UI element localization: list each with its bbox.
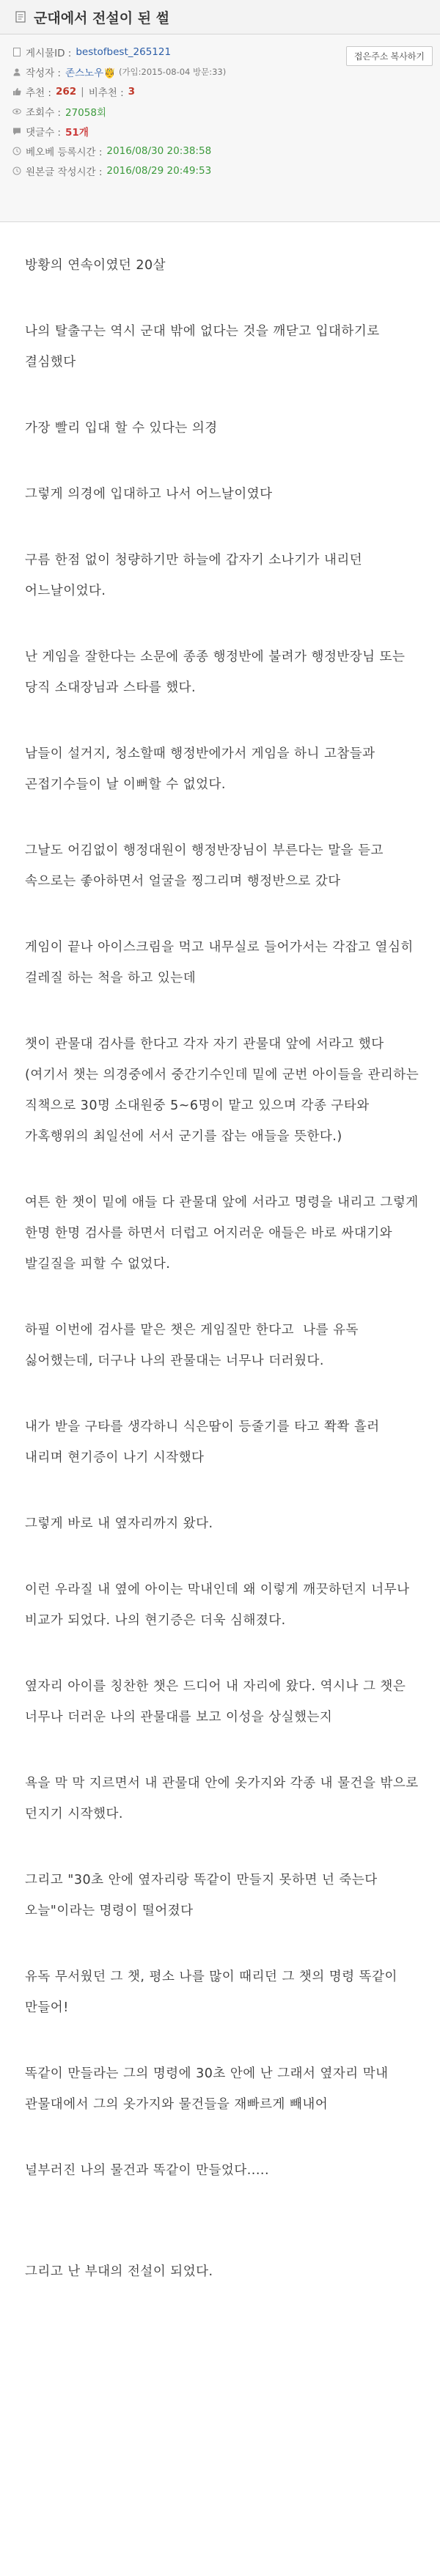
document-icon — [15, 11, 26, 23]
post-paragraph: 그리고 난 부대의 전설이 되었다. — [25, 2264, 213, 2279]
post-paragraph: 가장 빨리 입대 할 수 있다는 의경 — [25, 421, 218, 436]
meta-label: 비추천 : — [89, 84, 124, 99]
post-paragraph: 챗이 관물대 검사를 한다고 각자 자기 관물대 앞에 서라고 했다 (여기서 챗는 의경중에서 중간기수인데 밑에 군번 아이들을 관리하는 직책으로 30명 소대원중 5~6명이 맡고 있으며 각종 구타와 가혹행위의 최일선에 서서 군기를 잡는 애들을 뜻한다.) — [25, 1037, 424, 1144]
comment-count[interactable]: 51개 — [65, 126, 89, 139]
post-paragraph: 구름 한점 없이 청량하기만 하늘에 갑자기 소나기가 내리던 어느날이었다. — [25, 553, 367, 598]
post-paragraph: 여튼 한 챗이 밑에 애들 다 관물대 앞에 서라고 명령을 내리고 그렇게 한명 한명 검사를 하면서 더럽고 어지러운 애들은 바로 싸대기와 발길질을 피할 수 없었다. — [25, 1195, 423, 1272]
post-meta-panel — [0, 34, 440, 222]
post-paragraph: 이런 우라질 내 옆에 아이는 막내인데 왜 이렇게 깨끗하던지 너무나 비교가 되었다. 나의 현기증은 더욱 심해졌다. — [25, 1582, 414, 1628]
meta-views — [0, 101, 440, 121]
post-header — [0, 0, 440, 34]
post-paragraph: 널부러진 나의 물건과 똑같이 만들었다..... — [25, 2163, 270, 2178]
best-registered-time: 2016/08/30 20:38:58 — [106, 144, 212, 157]
post-paragraph: 옆자리 아이를 칭찬한 챗은 드디어 내 자리에 왔다. 역시나 그 챗은 너무나 더러운 나의 관물대를 보고 이성을 상실했는지 — [25, 1679, 411, 1725]
meta-label: 게시물ID : — [26, 45, 71, 59]
meta-label: 조회수 : — [26, 104, 61, 119]
comment-icon — [12, 126, 22, 136]
user-icon — [12, 67, 22, 77]
post-paragraph: 그렇게 의경에 입대하고 나서 어느날이였다 — [25, 487, 273, 502]
post-paragraph: 그리고 "30초 안에 옆자리랑 똑같이 만들지 못하면 넌 죽는다 오늘"이라는 명령이 떨어졌다 — [25, 1873, 382, 1918]
meta-label: 베오베 등록시간 : — [26, 144, 102, 158]
eye-icon — [12, 106, 22, 117]
meta-value[interactable]: bestofbest_265121 — [76, 45, 172, 58]
copy-short-url-button[interactable]: 접은주소 복사하기 — [346, 46, 433, 66]
post-paragraph: 게임이 끝나 아이스크림을 먹고 내무실로 들어가서는 각잡고 열심히 걸레질 하는 척을 하고 있는데 — [25, 940, 418, 986]
post-paragraph: 똑같이 만들라는 그의 명령에 30초 안에 난 그래서 옆자리 막내 관물대에서 그의 옷가지와 물건들을 재빠르게 빼내어 — [25, 2066, 393, 2112]
thumb-icon — [12, 87, 22, 97]
meta-label: 작성자 : — [26, 65, 61, 79]
post-paragraph: 남들이 설거지, 청소할때 행정반에가서 게임을 하니 고참들과 곤접기수들이 날 이뻐할 수 없었다. — [25, 746, 380, 792]
post-paragraph: 내가 받을 구타를 생각하니 식은땀이 등줄기를 타고 쫙쫙 흘러 내리며 현기증이 나기 시작했다 — [25, 1420, 384, 1465]
post-paragraph: 하필 이번에 검사를 맡은 챗은 게임질만 한다고 나를 유독 싫어했는데, 더구나 나의 관물대는 너무나 더러웠다. — [25, 1323, 363, 1368]
post-paragraph: 나의 탈출구는 역시 군대 밖에 없다는 것을 깨닫고 입대하기로 결심했다 — [25, 324, 384, 370]
meta-votes — [0, 81, 440, 101]
original-written-time: 2016/08/29 20:49:53 — [106, 164, 212, 177]
clock-icon — [12, 166, 22, 176]
downvote-count: 3 — [128, 85, 136, 98]
doc-icon — [12, 47, 22, 57]
author-join-info: (가입:2015-08-04 방문:33) — [118, 66, 227, 77]
post-title: 군대에서 전설이 된 썰 — [34, 10, 170, 26]
post-body — [0, 222, 440, 2287]
meta-original-written — [0, 161, 440, 180]
clock-icon — [12, 146, 22, 156]
meta-best-registered — [0, 141, 440, 161]
author-name[interactable]: 존스노우🤴 — [65, 67, 116, 79]
meta-label: 추천 : — [26, 84, 51, 99]
upvote-count: 262 — [55, 85, 77, 98]
post-paragraph: 그렇게 바로 내 옆자리까지 왔다. — [25, 1516, 213, 1531]
meta-label: 원본글 작성시간 : — [26, 164, 102, 178]
meta-comments — [0, 121, 440, 141]
post-paragraph: 유독 무서웠던 그 챗, 평소 나를 많이 때리던 그 챗의 명령 똑같이 만들어! — [25, 1970, 402, 2015]
blank-line — [25, 2221, 419, 2256]
separator: | — [81, 85, 84, 98]
meta-label: 댓글수 : — [26, 124, 61, 139]
post-paragraph: 난 게임을 잘한다는 소문에 종종 행정반에 불려가 행정반장님 또는 당직 소대장님과 스타를 했다. — [25, 650, 410, 695]
view-count: 27058회 — [65, 106, 106, 119]
post-paragraph: 욕을 막 막 지르면서 내 관물대 안에 옷가지와 각종 내 물건을 밖으로 던지기 시작했다. — [25, 1776, 423, 1821]
post-paragraph: 그날도 어김없이 행정대원이 행정반장님이 부른다는 말을 듣고 속으로는 좋아하면서 얼굴을 찡그리며 행정반으로 갔다 — [25, 843, 388, 889]
post-paragraph: 방황의 연속이였던 20살 — [25, 258, 166, 273]
